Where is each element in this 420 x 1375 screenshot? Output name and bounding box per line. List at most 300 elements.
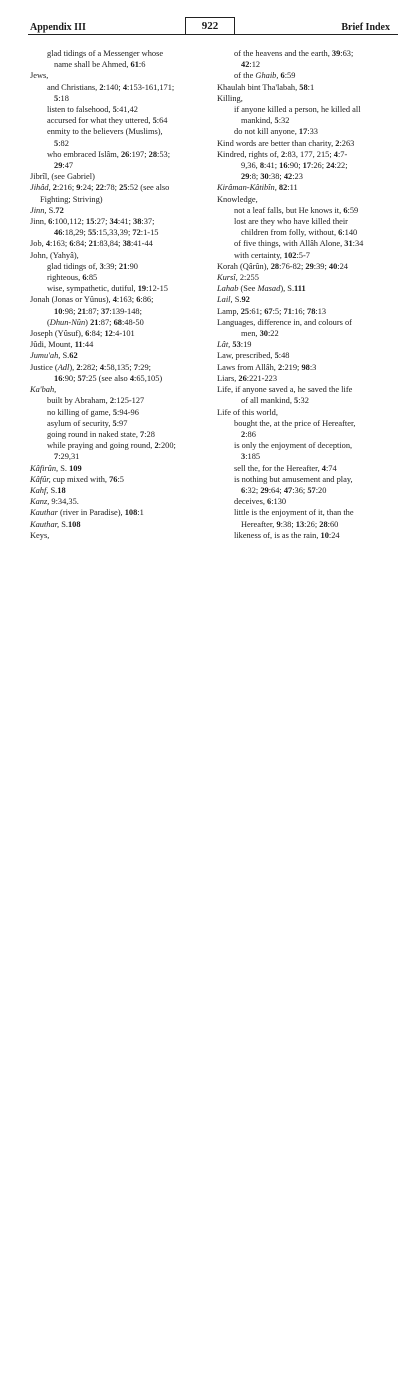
- sura-number: 5: [112, 418, 117, 428]
- index-text: :28: [144, 429, 155, 439]
- index-line: [30, 216, 200, 227]
- sura-number: 18: [57, 485, 66, 495]
- index-text: Kind words are better than charity,: [217, 138, 336, 148]
- index-line: [30, 160, 200, 171]
- index-text: :11: [287, 183, 298, 193]
- sura-number: 29: [241, 172, 250, 182]
- index-text: do not kill anyone,: [234, 127, 299, 137]
- index-line: [30, 496, 200, 507]
- sura-number: 72: [132, 228, 141, 238]
- sura-number: 29: [305, 261, 314, 271]
- index-text: S.: [60, 463, 70, 473]
- index-text: :5: [117, 474, 124, 484]
- index-line: [217, 115, 398, 126]
- sura-number: 4: [129, 373, 135, 383]
- index-text: little is the enjoyment of it, than the: [234, 508, 354, 518]
- sura-number: 53: [232, 340, 241, 350]
- index-text: :7-: [337, 149, 348, 159]
- index-line: [30, 395, 200, 406]
- sura-number: 4: [321, 463, 326, 473]
- index-text: :5-7: [296, 250, 310, 260]
- index-text: ),: [69, 362, 77, 372]
- sura-number: 22: [95, 183, 104, 193]
- index-term-italic: Lail,: [217, 295, 235, 305]
- sura-number: 24: [326, 161, 335, 171]
- index-term-italic: Dhun-Nûn: [49, 317, 86, 327]
- index-text: Languages, difference in, and colours of: [217, 317, 352, 327]
- index-term-italic: Kahf,: [30, 485, 51, 495]
- sura-number: 30: [260, 172, 269, 182]
- index-text: is nothing but amusement and play,: [234, 474, 353, 484]
- sura-number: 29: [260, 485, 269, 495]
- index-line: [217, 216, 398, 227]
- index-line: [217, 294, 398, 305]
- index-line: [30, 519, 200, 530]
- sura-number: 26: [238, 373, 247, 383]
- index-term-italic: Masad: [257, 284, 281, 294]
- index-line: [217, 328, 398, 339]
- index-text: :84;: [73, 239, 89, 249]
- index-text: Jonah (Jonas or Yûnus),: [30, 295, 113, 305]
- index-text: :90;: [62, 373, 78, 383]
- index-line: [30, 194, 200, 205]
- index-line: [30, 474, 200, 485]
- index-text: :90;: [287, 161, 303, 171]
- index-text: :87;: [98, 317, 114, 327]
- index-text: :64;: [268, 485, 284, 495]
- index-text: :263: [339, 138, 355, 148]
- index-text: :18: [58, 93, 69, 103]
- index-line: [217, 82, 398, 93]
- index-line: [30, 339, 200, 350]
- sura-number: 108: [67, 519, 81, 529]
- index-text: glad tidings of,: [47, 261, 100, 271]
- index-line: [217, 93, 398, 104]
- index-line: [30, 362, 200, 373]
- sura-number: 28: [148, 149, 158, 159]
- index-line: [30, 407, 200, 418]
- sura-number: 102: [283, 250, 297, 260]
- index-line: [217, 429, 398, 440]
- index-line: [30, 440, 200, 451]
- sura-number: 55: [87, 228, 97, 238]
- index-text: :4-101: [112, 329, 135, 339]
- index-text: of all mankind,: [241, 396, 295, 406]
- index-text: :1-15: [140, 228, 159, 238]
- sura-number: 46: [54, 228, 63, 238]
- index-text: Jinn,: [30, 217, 49, 227]
- sura-number: 2: [76, 362, 81, 372]
- index-line: [30, 306, 200, 317]
- index-text: Korah (Qârûn),: [217, 261, 271, 271]
- index-line: [217, 306, 398, 317]
- index-line: [217, 440, 398, 451]
- index-text: :25 (see also: [85, 373, 130, 383]
- index-text: :221-223: [246, 373, 278, 383]
- page-number: 922: [185, 17, 235, 34]
- index-line: [30, 451, 200, 462]
- index-text: :65,105): [134, 373, 163, 383]
- sura-number: 21: [88, 239, 98, 249]
- index-text: :59: [347, 205, 359, 215]
- index-text: righteous,: [47, 273, 83, 283]
- sura-number: 5: [112, 407, 118, 417]
- index-text: is only the enjoyment of deception,: [234, 441, 353, 451]
- index-line: [30, 283, 200, 294]
- index-line: [217, 530, 398, 541]
- index-text: :24: [337, 261, 348, 271]
- sura-number: 78: [307, 306, 316, 316]
- index-text: Jûdi, Mount,: [30, 340, 75, 350]
- index-line: [217, 272, 398, 283]
- index-line: [217, 227, 398, 238]
- sura-number: 2: [241, 429, 246, 439]
- sura-number: 108: [124, 508, 138, 518]
- sura-number: 7: [140, 429, 145, 439]
- index-text: :33: [307, 127, 318, 137]
- index-line: [217, 104, 398, 115]
- index-text: Jibrîl, (see Gabriel): [30, 172, 95, 182]
- sura-number: 25: [119, 183, 128, 193]
- index-text: 9,36,: [241, 161, 260, 171]
- sura-number: 6: [69, 239, 74, 249]
- index-text: and Christians,: [47, 82, 100, 92]
- running-header-right: Brief Index: [341, 22, 390, 33]
- index-text: :83, 177, 215;: [285, 149, 334, 159]
- index-term-italic: Adl: [57, 362, 70, 372]
- sura-number: 7: [133, 362, 138, 372]
- sura-number: 42: [241, 60, 250, 70]
- index-line: [30, 126, 200, 137]
- index-line: [217, 238, 398, 249]
- index-term-italic: Jihâd,: [30, 183, 53, 193]
- index-line: [217, 149, 398, 160]
- index-text: :163;: [50, 239, 70, 249]
- index-text: :39;: [313, 261, 329, 271]
- index-text: (: [47, 317, 50, 327]
- index-text: of five things, with Allâh Alone,: [234, 239, 345, 249]
- index-text: :41;: [264, 161, 280, 171]
- index-text: S.: [62, 351, 70, 361]
- index-line: [30, 138, 200, 149]
- index-text: :139-148;: [109, 306, 142, 316]
- index-text: 9:34,35.: [51, 497, 79, 507]
- index-line: [30, 350, 200, 361]
- index-line: [217, 194, 398, 205]
- index-text: :41;: [117, 217, 133, 227]
- running-header-left: Appendix III: [30, 22, 86, 33]
- index-text: :36;: [292, 485, 308, 495]
- sura-number: 34: [109, 217, 118, 227]
- index-line: [30, 250, 200, 261]
- sura-number: 21: [118, 261, 128, 271]
- index-text: :47: [62, 161, 74, 171]
- index-line: [217, 485, 398, 496]
- sura-number: 2: [109, 396, 114, 406]
- sura-number: 17: [298, 127, 308, 137]
- index-text: Kindred, rights of,: [217, 149, 281, 159]
- sura-number: 28: [319, 519, 328, 529]
- index-text: :48-50: [121, 317, 144, 327]
- index-text: :185: [245, 452, 261, 462]
- sura-number: 5: [54, 93, 59, 103]
- sura-number: 98: [301, 362, 310, 372]
- index-term-italic: Kâfûr,: [30, 474, 53, 484]
- index-text: who embraced Islâm,: [47, 149, 121, 159]
- index-text: Lamp,: [217, 306, 241, 316]
- sura-number: 12: [104, 329, 113, 339]
- index-text: :163;: [116, 295, 137, 305]
- index-text: :85: [86, 273, 98, 283]
- sura-number: 76: [109, 474, 118, 484]
- index-text: of the: [234, 71, 256, 81]
- index-text: :29,31: [58, 452, 80, 462]
- index-text: Hereafter,: [241, 519, 277, 529]
- index-text: of the heavens and the earth,: [234, 49, 332, 58]
- index-text: (river in Paradise),: [60, 508, 125, 518]
- index-text: Job,: [30, 239, 46, 249]
- index-text: cup mixed with,: [52, 474, 110, 484]
- index-line: [217, 182, 398, 193]
- index-text: :16;: [291, 306, 308, 316]
- sura-number: 5: [274, 351, 279, 361]
- index-text: :32: [278, 116, 290, 126]
- sura-number: 25: [240, 306, 250, 316]
- index-text: :197;: [129, 149, 149, 159]
- sura-number: 6: [280, 71, 285, 81]
- index-text: not a leaf falls, but He knows it,: [234, 205, 344, 215]
- index-line: [30, 205, 200, 216]
- sura-number: 72: [55, 205, 64, 215]
- sura-number: 13: [295, 519, 305, 529]
- index-text: 2:255: [239, 273, 259, 283]
- sura-number: 67: [264, 306, 273, 316]
- index-line: [217, 395, 398, 406]
- index-line: [217, 474, 398, 485]
- index-text: :98;: [62, 306, 78, 316]
- index-text: :130: [271, 497, 287, 507]
- index-text: :200;: [158, 441, 176, 451]
- sura-number: 19: [137, 284, 147, 294]
- sura-number: 6: [48, 217, 53, 227]
- index-line: [30, 238, 200, 249]
- sura-number: 61: [130, 60, 139, 70]
- index-line: [217, 59, 398, 70]
- index-text: glad tidings of a Messenger whose: [47, 49, 164, 58]
- index-text: Knowledge,: [217, 194, 258, 204]
- index-text: :19: [240, 340, 252, 350]
- index-line: [217, 250, 398, 261]
- index-line: [30, 227, 200, 238]
- index-line: [30, 317, 200, 328]
- index-text: no killing of game,: [47, 407, 113, 417]
- index-text: :8;: [249, 172, 261, 182]
- index-line: [30, 115, 200, 126]
- index-text: :78;: [103, 183, 120, 193]
- index-line: [30, 261, 200, 272]
- index-column-left: [30, 48, 200, 541]
- sura-number: 5: [294, 396, 299, 406]
- index-text: :38;: [280, 519, 296, 529]
- index-text: John, (Yahyâ),: [30, 250, 79, 260]
- index-text: :26;: [311, 161, 327, 171]
- sura-number: 6: [343, 205, 348, 215]
- index-line: [217, 283, 398, 294]
- index-text: while praying and going round,: [47, 441, 155, 451]
- sura-number: 3: [241, 452, 246, 462]
- sura-number: 7: [54, 452, 59, 462]
- index-line: [217, 339, 398, 350]
- index-term-italic: Jumu'ah,: [30, 351, 63, 361]
- sura-number: 68: [113, 317, 122, 327]
- index-text: Fighting; Striving): [40, 194, 103, 204]
- index-line: [217, 384, 398, 395]
- index-line: [30, 328, 200, 339]
- index-text: :32: [298, 396, 309, 406]
- index-text: :13: [315, 306, 327, 316]
- index-text: Justice (: [30, 362, 58, 372]
- index-line: [217, 171, 398, 182]
- index-text: :24: [328, 530, 340, 540]
- index-text: Laws from Allâh,: [217, 362, 278, 372]
- index-line: [30, 149, 200, 160]
- index-line: [217, 126, 398, 137]
- index-text: :140: [342, 228, 358, 238]
- index-text: :34: [352, 239, 364, 249]
- index-text: Jews,: [30, 71, 49, 81]
- index-line: [30, 294, 200, 305]
- index-text: if anyone killed a person, he killed all: [234, 105, 361, 115]
- sura-number: 2: [335, 138, 340, 148]
- sura-number: 57: [77, 373, 86, 383]
- index-text: :83,84;: [97, 239, 123, 249]
- index-line: [217, 350, 398, 361]
- index-text: ), S.: [280, 284, 295, 294]
- index-text: :48: [278, 351, 290, 361]
- sura-number: 3: [99, 261, 104, 271]
- index-text: :24;: [80, 183, 96, 193]
- sura-number: 2: [277, 362, 283, 372]
- index-text: :12: [249, 60, 261, 70]
- index-line: [30, 530, 200, 541]
- index-term-italic: Kauthar: [30, 508, 61, 518]
- index-text: Khaulah bint Tha'labah,: [217, 82, 300, 92]
- index-term-italic: Ka'bah,: [30, 385, 57, 395]
- index-text: :39;: [103, 261, 119, 271]
- sura-number: 2: [52, 183, 57, 193]
- sura-number: 21: [77, 306, 86, 316]
- index-text: men,: [241, 329, 260, 339]
- sura-number: 5: [152, 116, 157, 126]
- sura-number: 16: [54, 373, 63, 383]
- index-text: :1: [307, 82, 315, 92]
- index-line: [217, 407, 398, 418]
- index-text: :53;: [157, 149, 171, 159]
- sura-number: 37: [101, 306, 110, 316]
- index-text: :22;: [334, 161, 348, 171]
- index-text: enmity to the believers (Muslims),: [47, 127, 163, 137]
- sura-number: 62: [69, 351, 78, 361]
- index-line: [217, 205, 398, 216]
- index-line: [30, 171, 200, 182]
- index-text: built by Abraham,: [47, 396, 110, 406]
- index-line: [217, 138, 398, 149]
- index-line: [217, 451, 398, 462]
- index-line: [217, 48, 398, 59]
- sura-number: 10: [320, 530, 329, 540]
- index-text: name shall be Ahmed,: [54, 60, 131, 70]
- sura-number: 16: [279, 161, 288, 171]
- index-text: :27;: [94, 217, 110, 227]
- index-line: [30, 507, 200, 518]
- index-text: :37;: [141, 217, 155, 227]
- index-text: :216;: [56, 183, 77, 193]
- sura-number: 29: [54, 161, 63, 171]
- index-line: [30, 485, 200, 496]
- index-line: [217, 373, 398, 384]
- index-text: :38;: [268, 172, 284, 182]
- index-text: :86;: [140, 295, 154, 305]
- index-line: [30, 182, 200, 193]
- index-text: :18,29;: [62, 228, 88, 238]
- index-text: Keys,: [30, 530, 50, 540]
- index-text: :59: [284, 71, 296, 81]
- sura-number: 4: [45, 239, 51, 249]
- sura-number: 2: [99, 82, 104, 92]
- sura-number: 6: [267, 497, 272, 507]
- index-text: :153-161,171;: [127, 82, 175, 92]
- index-text: :20: [315, 485, 327, 495]
- sura-number: 4: [99, 362, 104, 372]
- index-text: :26;: [304, 519, 320, 529]
- sura-number: 5: [274, 116, 279, 126]
- sura-number: 4: [333, 149, 338, 159]
- index-text: asylum of security,: [47, 418, 113, 428]
- index-text: :12-15: [146, 284, 168, 294]
- index-text: :97: [116, 418, 128, 428]
- index-text: :32;: [245, 485, 261, 495]
- index-term-italic: Kursî,: [217, 273, 240, 283]
- index-term-italic: Kirâman-Kâtibîn,: [217, 183, 279, 193]
- index-line: [217, 362, 398, 373]
- index-line: [30, 104, 200, 115]
- index-text: :74: [325, 463, 337, 473]
- index-text: with certainty,: [234, 250, 284, 260]
- index-line: [30, 59, 200, 70]
- index-text: :282;: [80, 362, 100, 372]
- index-line: [30, 93, 200, 104]
- sura-number: 38: [133, 217, 142, 227]
- index-line: [217, 261, 398, 272]
- index-text: (See: [240, 284, 258, 294]
- index-text: mankind,: [241, 116, 275, 126]
- index-term-italic: Kanz,: [30, 497, 52, 507]
- sura-number: 4: [112, 295, 117, 305]
- sura-number: 9: [276, 519, 281, 529]
- index-text: :22: [267, 329, 279, 339]
- index-text: :90: [127, 261, 138, 271]
- index-text: :86: [245, 429, 256, 439]
- index-text: :76-82;: [279, 261, 306, 271]
- index-text: S.: [234, 295, 242, 305]
- sura-number: 5: [112, 105, 117, 115]
- index-text: listen to falsehood,: [47, 105, 113, 115]
- sura-number: 30: [259, 329, 268, 339]
- sura-number: 26: [120, 149, 130, 159]
- index-line: [217, 160, 398, 171]
- sura-number: 58: [299, 82, 308, 92]
- index-text: going round in naked state,: [47, 429, 141, 439]
